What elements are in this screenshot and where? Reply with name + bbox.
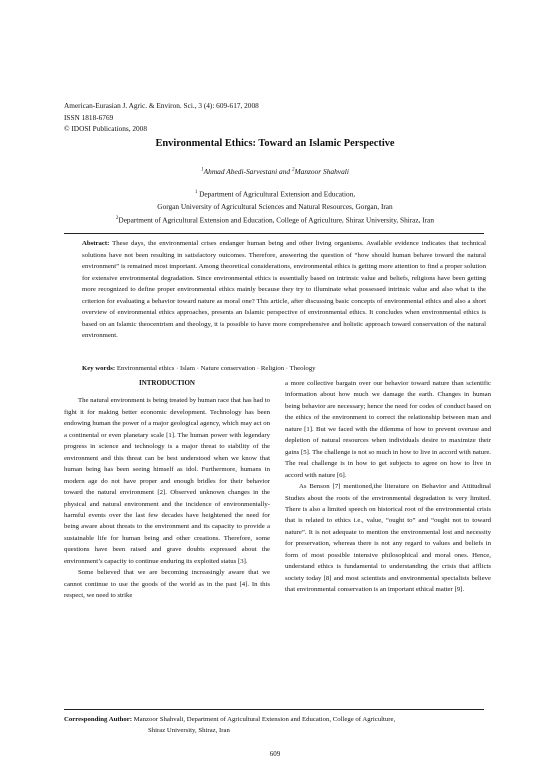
journal-citation: American-Eurasian J. Agric. & Environ. Sci., 3 (4): 609-617, 2008 (64, 101, 259, 110)
intro-paragraph-2: Some believed that we are becoming increasingly aware that we cannot continue to use the goods of the world as in the past [4]. In this respect, we need to strike (64, 569, 270, 600)
affiliation-1-line2: Gorgan University of Agricultural Sciences and Natural Resources, Gorgan, Iran (157, 201, 393, 211)
intro-paragraph-1: The natural environment is being treated by human race that has had to fight it for making better economic development. Technology has been endowing human the power of a major geological agency, which may act on a continental or even planetary scale [1]. The human power with legendary progress in science and technology is a major threat to stability of the environment and this threat can be best understood when we know that human being has been seeing himself as idol. Furthermore, humans in modern age do not have proper and enough bridles for their behavior toward the natural environment [2]. Observed unknown changes in the physical and natural environment and the incidence of environmentally-harmful events over the last few decades have heightened the need for being aware about threats to the environment and its capacity to provide a sustainable life for human being and other creations. Therefore, some questions have been raised and grave doubts expressed about the environment’s capacity to continue enduring its exploited status [3]. (64, 397, 270, 565)
abstract-top-rule (64, 233, 484, 234)
paper-title: Environmental Ethics: Toward an Islamic Perspective (155, 138, 395, 149)
keywords-text: Environmental ethics · Islam · Nature conservation · Religion · Theology (115, 365, 316, 372)
author2-superscript: 2 (291, 167, 295, 173)
abstract (82, 238, 486, 342)
affiliation-2-text: Department of Agricultural Extension and Education, College of Agriculture, Shiraz University, Shiraz, Iran (118, 215, 435, 225)
author1-name: Ahmad Abedi-Sarvestani (203, 167, 278, 176)
left-column (64, 378, 270, 602)
affiliations (0, 187, 550, 227)
section-heading-introduction: INTRODUCTION (138, 379, 195, 387)
intro-paragraph-3: a more collective bargain over our behavior toward nature than scientific information about how much we damage the earth. Changes in human being behavior are necessary; hence the need for codes of conduct based on the ethics of the environment to correct the relationship between man and nature [1]. But we faced with the dilemma of how to prevent overuse and depletion of natural resources when individuals desire to maximize their gains [5]. The challenge is not so much in how to live in accord with nature. The real challenge is in how to get subjects to agree on how to live in accord with nature [6]. (285, 380, 491, 479)
journal-header (64, 100, 259, 135)
abstract-text: These days, the environmental crises endanger human being and other living organisms. Available evidence indicates that technical solutions have not been resulting in satisfactory outcomes. Therefore, answering the question of “how should human behave toward the natural environment” is remained most important. Among theoretical considerations, environmental ethics is getting more attention to find a proper solution for extensive environmental degradation. Since environmental ethics is essentially based on intrinsic value and beliefs, religions have been getting more recognized to define proper environmental ethics mainly because they try to illuminate what possessed intrinsic value and also what is the criterion for evaluating a behavior toward nature as moral one? This article, after discussing basic concepts of environmental ethics and also a short overview of environmental ethics approaches, presents an Islamic perspective of environmental ethics. It concludes when environmental ethics is based on an Islamic theocentrism and theology, it is possible to have more comprehensive and holistic approach toward conservation of the natural environment. (82, 240, 486, 339)
corresponding-author-line1: Manzoor Shahvali, Department of Agricultural Extension and Education, College of Agriculture, (131, 716, 396, 723)
author2-name: Manzoor Shahvali (294, 167, 349, 176)
author-line (0, 167, 550, 176)
issn: ISSN 1818-6769 (64, 112, 114, 122)
page-number: 609 (269, 750, 281, 758)
corresponding-author-label: Corresponding Author: (64, 716, 132, 723)
keywords (82, 364, 486, 374)
author-and: and (277, 167, 292, 176)
affiliation-1-superscript: 1 (194, 190, 198, 195)
corresponding-author-line2: Shiraz University, Shiraz, Iran (148, 727, 230, 734)
right-column (285, 378, 491, 596)
footer-rule (64, 709, 484, 710)
affiliation-1-dept: Department of Agricultural Extension and Education, (197, 189, 356, 199)
affiliation-2-superscript: 2 (115, 216, 119, 222)
abstract-label: Abstract: (82, 240, 110, 247)
corresponding-author (64, 714, 484, 736)
keywords-label: Key words: (82, 365, 116, 372)
copyright: © IDOSI Publications, 2008 (64, 124, 147, 133)
affiliation-1-line1 (0, 187, 550, 201)
intro-paragraph-4: As Benson [7] mentioned,the literature on Behavior and Attitudinal Studies about the roots of the environmental degradation is very limited. There is also a limited speech on historical root of the environmental crisis that is related to ethics i.e., value, “ought to” and “ought not to toward nature”. It is not adequate to mention the environmental lost and necessity for preservation, whereas there is not any regard to values and beliefs in form of most possible intensive philosophical and moral ones. Hence, understand ethics is fundamental to understanding the crisis that afflicts society today [8] and most scientists and environmental specialists believe that environmental conservation is an important ethical matter [9]. (285, 483, 491, 594)
affiliation-2 (0, 213, 550, 227)
author1-superscript: 1 (201, 167, 204, 173)
